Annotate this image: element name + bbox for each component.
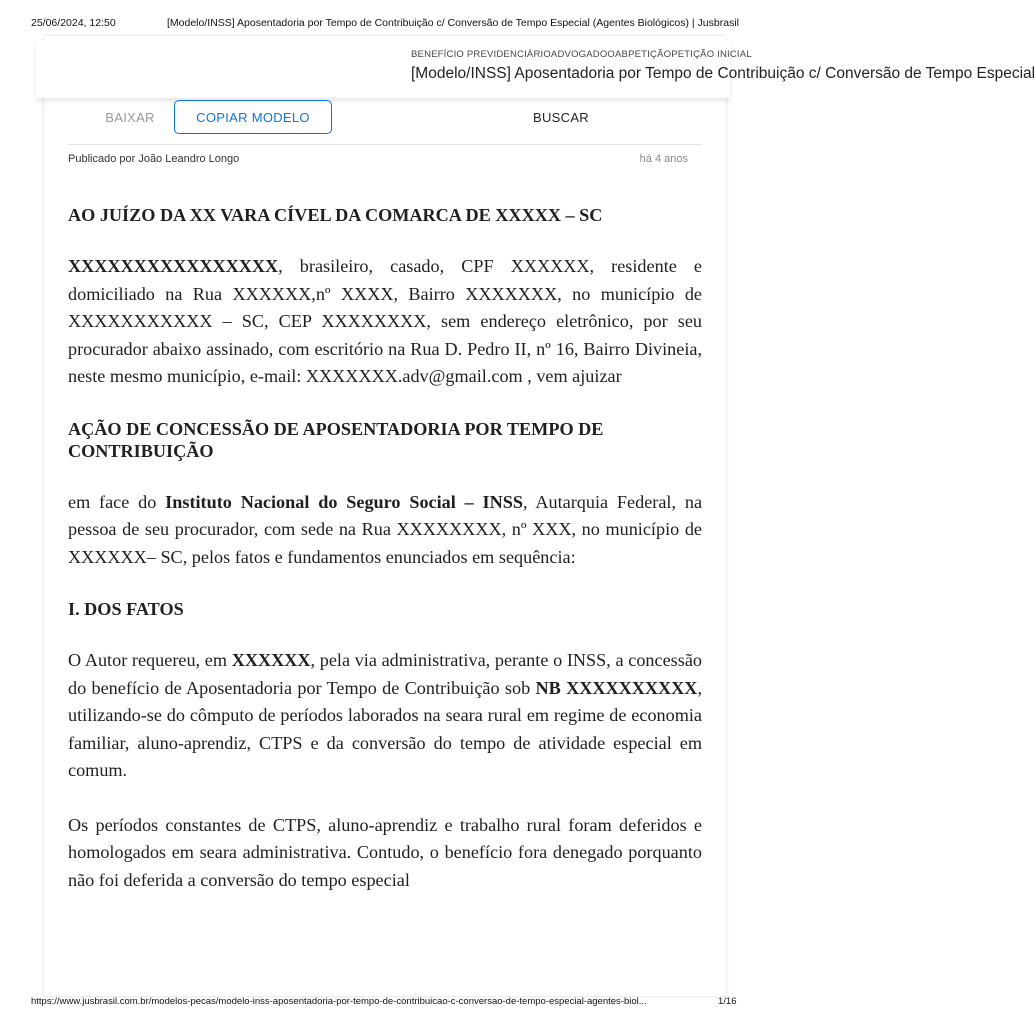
- defendant-details: , Autarquia Federal, na pessoa de seu procurador, com sede na Rua XXXXXXXX, nº XXX, no município de XXXXXX– SC, pelos fatos e fundamentos enunciados em sequência:: [68, 491, 703, 567]
- defendant-intro: em face do: [68, 491, 166, 512]
- print-datetime: 25/06/2024, 12:50: [31, 17, 116, 29]
- download-button[interactable]: BAIXAR: [105, 109, 155, 125]
- request-date: XXXXXX: [231, 650, 311, 670]
- action-bar: [68, 100, 702, 134]
- benefit-number: NB XXXXXXXXXX: [535, 677, 698, 698]
- publication-meta: [68, 153, 688, 167]
- plaintiff-details: , brasileiro, casado, CPF XXXXXX, residente e domiciliado na Rua XXXXXX,nº XXXX, Bairro XXXXXXX, no município de XXXXXXXXXXX – SC, CEP XXXXXXXX, sem endereço eletrônico, por seu procurador abaixo assinado, com escritório na Rua D. Pedro II, nº 16, Bairro Divineia, neste mesmo município, e-mail: XXXXXXX.adv@gmail.com , vem ajuizar: [68, 256, 702, 386]
- print-footer: [0, 996, 768, 1010]
- sticky-doc-title: [Modelo/INSS] Aposentadoria por Tempo de Contribuição c/ Conversão de Tempo Especial: [411, 65, 1035, 82]
- defendant-paragraph: [68, 489, 702, 572]
- facts-text-b: , pela via administrativa, perante o INSS, a concessão do benefício de Aposentadoria por Tempo de Contribuição sob: [68, 650, 702, 698]
- document-body: [68, 204, 702, 894]
- breadcrumb[interactable]: BENEFÍCIO PREVIDENCIÁRIOADVOGADOOABPETIÇÃOPETIÇÃO INICIAL: [411, 49, 752, 60]
- facts-paragraph: [68, 647, 702, 785]
- plaintiff-paragraph: [68, 253, 702, 391]
- search-button[interactable]: BUSCAR: [533, 109, 589, 125]
- action-heading: AÇÃO DE CONCESSÃO DE APOSENTADORIA POR TEMPO DE CONTRIBUIÇÃO: [68, 418, 604, 461]
- sticky-header: [36, 40, 1035, 98]
- published-ago: há 4 anos: [639, 153, 688, 165]
- page-number: 1/16: [718, 996, 737, 1007]
- facts-heading: I. DOS FATOS: [68, 599, 184, 619]
- copy-template-button[interactable]: COPIAR MODELO: [174, 100, 332, 134]
- facts-text-c: , utilizando-se do cômputo de períodos laborados na seara rural em regime de economia familiar, aluno-aprendiz, CTPS e da conversão do tempo de atividade especial em comum.: [68, 677, 702, 780]
- periods-paragraph: Os períodos constantes de CTPS, aluno-aprendiz e trabalho rural foram deferidos e homologados em seara administrativa. Contudo, o benefício fora denegado porquanto não foi deferida a conversão do tempo especial: [68, 814, 702, 890]
- plaintiff-name: XXXXXXXXXXXXXXXX: [68, 256, 279, 276]
- author-line[interactable]: Publicado por João Leandro Longo: [68, 153, 240, 165]
- print-page-title: [Modelo/INSS] Aposentadoria por Tempo de Contribuição c/ Conversão de Tempo Especial (Agentes Biológicos) | Jusbrasil: [167, 17, 739, 29]
- defendant-name: Instituto Nacional do Seguro Social – INSS: [165, 491, 524, 512]
- court-heading: AO JUÍZO DA XX VARA CÍVEL DA COMARCA DE XXXXX – SC: [68, 205, 603, 225]
- print-header: [0, 17, 768, 31]
- divider: [68, 144, 702, 145]
- print-url: https://www.jusbrasil.com.br/modelos-pecas/modelo-inss-aposentadoria-por-tempo-de-contribuicao-c-conversao-de-tempo-especial-agentes-biol...: [31, 996, 647, 1007]
- facts-text-a: O Autor requereu, em: [68, 650, 232, 670]
